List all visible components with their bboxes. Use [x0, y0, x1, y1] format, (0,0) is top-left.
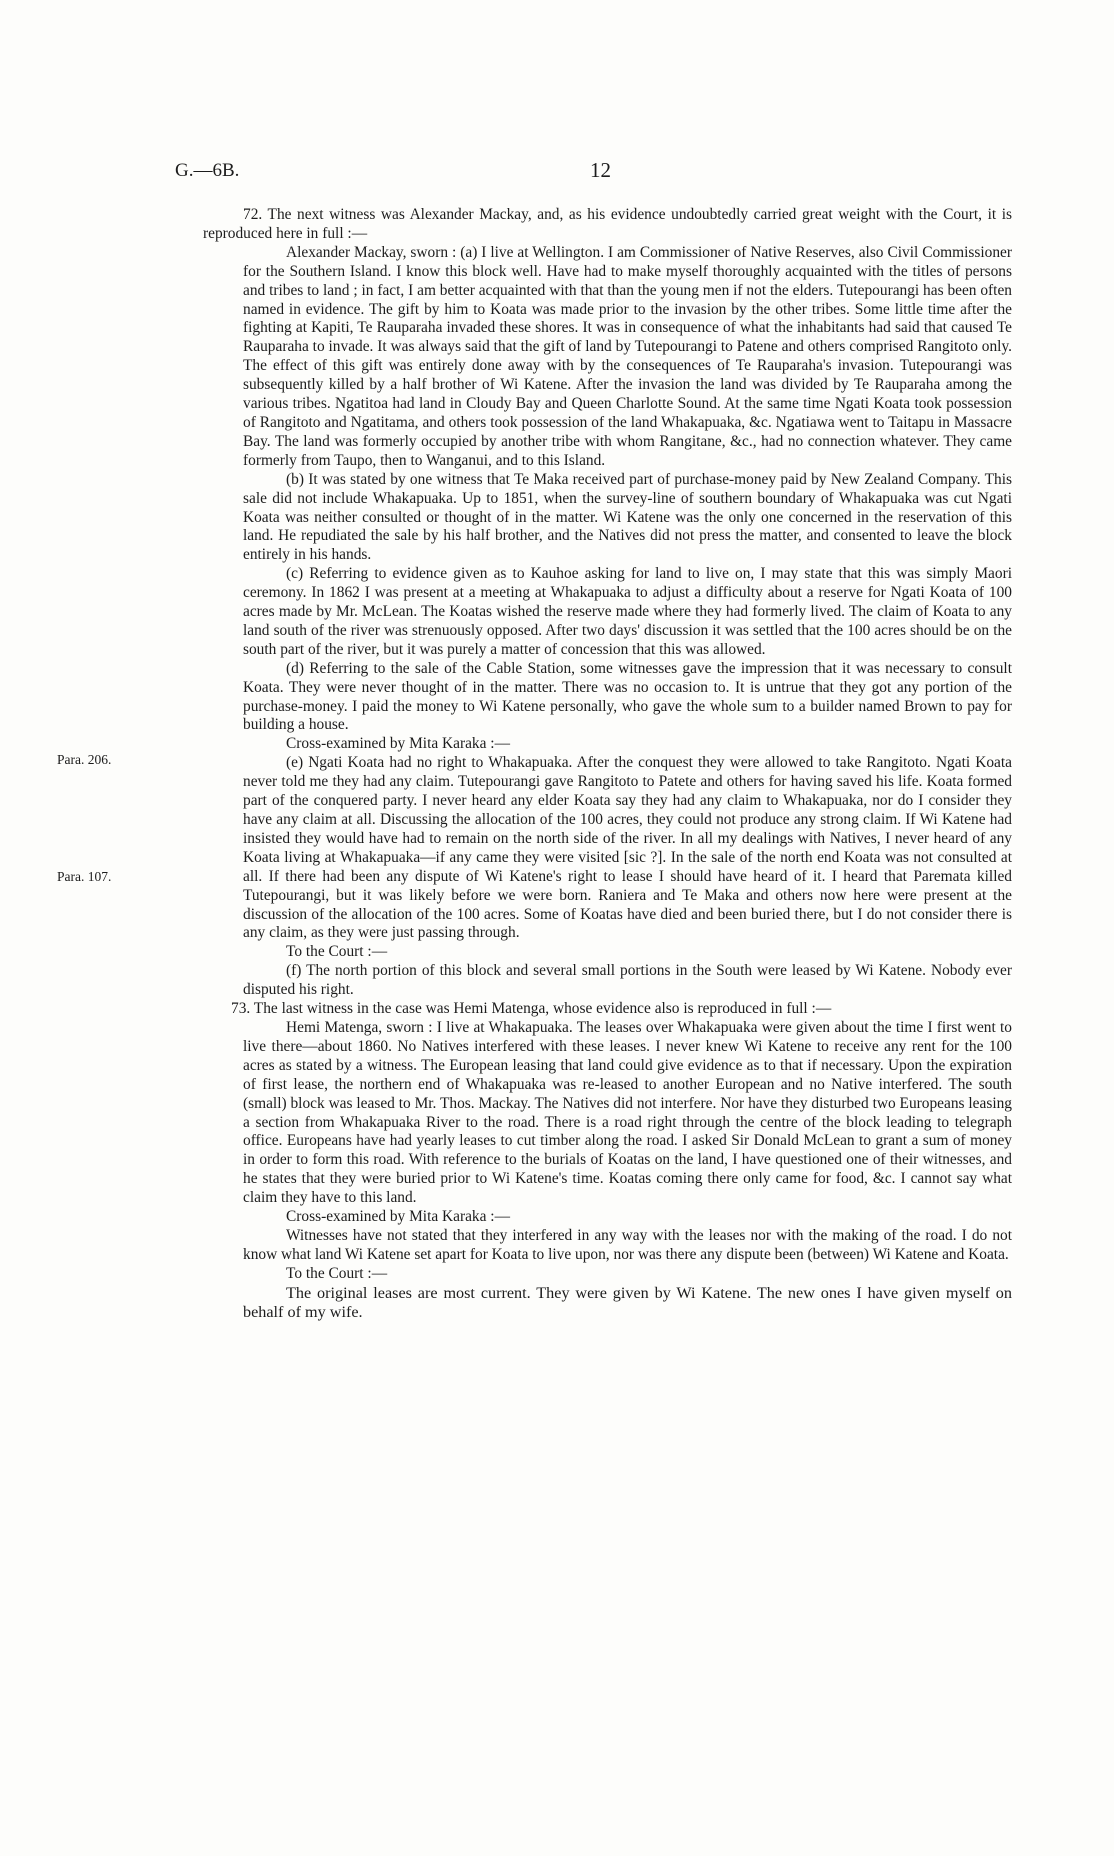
evidence-mackay-d: (d) Referring to the sale of the Cable Station, some witnesses gave the impression that it was necessary to consult Koata. They were never thought of in the matter. There was no occasion to. It is untrue that they got any portion of the purchase-money. I paid the money to Wi Katene personally, who gave the whole sum to a builder named Brown to pay for building a house.: [243, 659, 1012, 734]
cross-examination-heading: Cross-examined by Mita Karaka :—: [286, 1208, 510, 1226]
to-the-court-heading: To the Court :—: [286, 943, 388, 961]
to-the-court-heading: To the Court :—: [286, 1264, 388, 1282]
evidence-mackay-b: (b) It was stated by one witness that Te Maka received part of purchase-money paid by New Zealand Company. This sale did not include Whakapuaka. Up to 1851, when the survey-line of southern boundary of Whakapuaka was cut Ngati Koata was neither consulted or thought of in the matter. Wi Katene was the only one concerned in the reservation of this land. He repudiated the sale by his half brother, and the Natives did not press the matter, and consented to leave the block entirely in his hands.: [243, 470, 1012, 564]
document-body: [203, 206, 1012, 1321]
evidence-mackay-e: (e) Ngati Koata had no right to Whakapuaka. After the conquest they were allowed to take Rangitoto. Ngati Koata never told me they had any claim. Tutepourangi gave Rangitoto to Patete and others for having saved his life. Koata formed part of the conquered party. I never heard any elder Koata say they had any claim to Whakapuaka, nor do I consider they have any claim at all. Discussing the allocation of the 100 acres, they could not produce any strong claim. If Wi Katene had insisted they would have had to remain on the north side of the river. In all my dealings with Natives, I never heard of any Koata living at Whakapuaka—if any came they were visited [sic ?]. In the sale of the north end Koata was not consulted at all. If there had been any dispute of Wi Katene's right to lease I should have heard of it. I heard that Paremata killed Tutepourangi, but it was likely before we were born. Raniera and Te Maka and others now here were present at the discussion of the allocation of the 100 acres. Some of Koatas have died and been buried there, but I do not consider there is any claim, as they were just passing through.: [243, 754, 1012, 942]
page-number: 12: [590, 158, 611, 182]
margin-note: Para. 206.: [57, 752, 112, 767]
evidence-matenga-cross: Witnesses have not stated that they interfered in any way with the leases nor with the making of the road. I do not know what land Wi Katene set apart for Koata to live upon, nor was there any dispute been (between) Wi Katene and Koata.: [243, 1226, 1012, 1263]
margin-note: Para. 107.: [57, 869, 112, 884]
evidence-mackay-c: (c) Referring to evidence given as to Kauhoe asking for land to live on, I may state that this was simply Maori ceremony. In 1862 I was present at a meeting at Whakapuaka to adjust a difficulty about a reserve for Ngati Koata of 100 acres made by Mr. McLean. The Koatas wished the reserve made where they had formerly lived. The claim of Koata to any land south of the river was strenuously opposed. After two days' discussion it was settled that the 100 acres should be on the south part of the river, but it was purely a matter of concession that this was allowed.: [243, 565, 1012, 658]
document-reference: G.—6B.: [175, 160, 240, 181]
evidence-mackay-f: (f) The north portion of this block and several small portions in the South were leased by Wi Katene. Nobody ever disputed his right.: [243, 962, 1012, 999]
cross-examination-heading: Cross-examined by Mita Karaka :—: [286, 735, 510, 753]
evidence-matenga: Hemi Matenga, sworn : I live at Whakapuaka. The leases over Whakapuaka were given about the time I first went to live there—about 1860. No Natives interfered with these leases. I never knew Wi Katene to receive any rent for the 100 acres as stated by a witness. The European leasing that land could give evidence as to that if necessary. Upon the expiration of first lease, the northern end of Whakapuaka was re-leased to another European and no Native interfered. The south (small) block was leased to Mr. Thos. Mackay. The Natives did not interfere. Nor have they disturbed two Europeans leasing a section from Whakapuaka River to the road. There is a road right through the centre of the block leading to telegraph office. Europeans have had yearly leases to cut timber along the road. I asked Sir Donald McLean to grant a sum of money in order to form this road. With reference to the burials of Koatas on the land, I have questioned one of their witnesses, and he states that they were buried prior to Wi Katene's time. Koatas coming there only came for food, &c. I cannot say what claim they have to this land.: [243, 1018, 1012, 1207]
evidence-mackay-a: Alexander Mackay, sworn : (a) I live at Wellington. I am Commissioner of Native Reserves, also Civil Commissioner for the Southern Island. I know this block well. Have had to make myself thoroughly acquainted with the titles of persons and tribes to land ; in fact, I am better acquainted with that than the young men if not the elders. Tutepourangi has been often named in evidence. The gift by him to Koata was made prior to the invasion by the other tribes. Some little time after the fighting at Kapiti, Te Rauparaha invaded these shores. It was in consequence of what the inhabitants had said that caused Te Rauparaha to invade. It was always said that the gift of land by Tutepourangi to Patene and others comprised Rangitoto only. The effect of this gift was entirely done away with by the consequences of Te Rauparaha's invasion. Tutepourangi was subsequently killed by a half brother of Wi Katene. After the invasion the land was divided by Te Rauparaha among the various tribes. Ngatitoa had land in Cloudy Bay and Queen Charlotte Sound. At the same time Ngati Koata took possession of Rangitoto and Ngatitama, and others took possession of the land Whakapuaka, &c. Ngatiawa went to Taitapu in Massacre Bay. The land was formerly occupied by another tribe with whom Rangitane, &c., had no connection whatever. They came formerly from Taupo, then to Wanganui, and to this Island.: [243, 243, 1012, 469]
paragraph-73: 73. The last witness in the case was Hemi Matenga, whose evidence also is reproduced in full :—: [231, 1000, 832, 1018]
paragraph-72: 72. The next witness was Alexander Mackay, and, as his evidence undoubtedly carried great weight with the Court, it is reproduced here in full :—: [203, 206, 1012, 242]
evidence-matenga-court: The original leases are most current. They were given by Wi Katene. The new ones I have given myself on behalf of my wife.: [243, 1283, 1012, 1321]
